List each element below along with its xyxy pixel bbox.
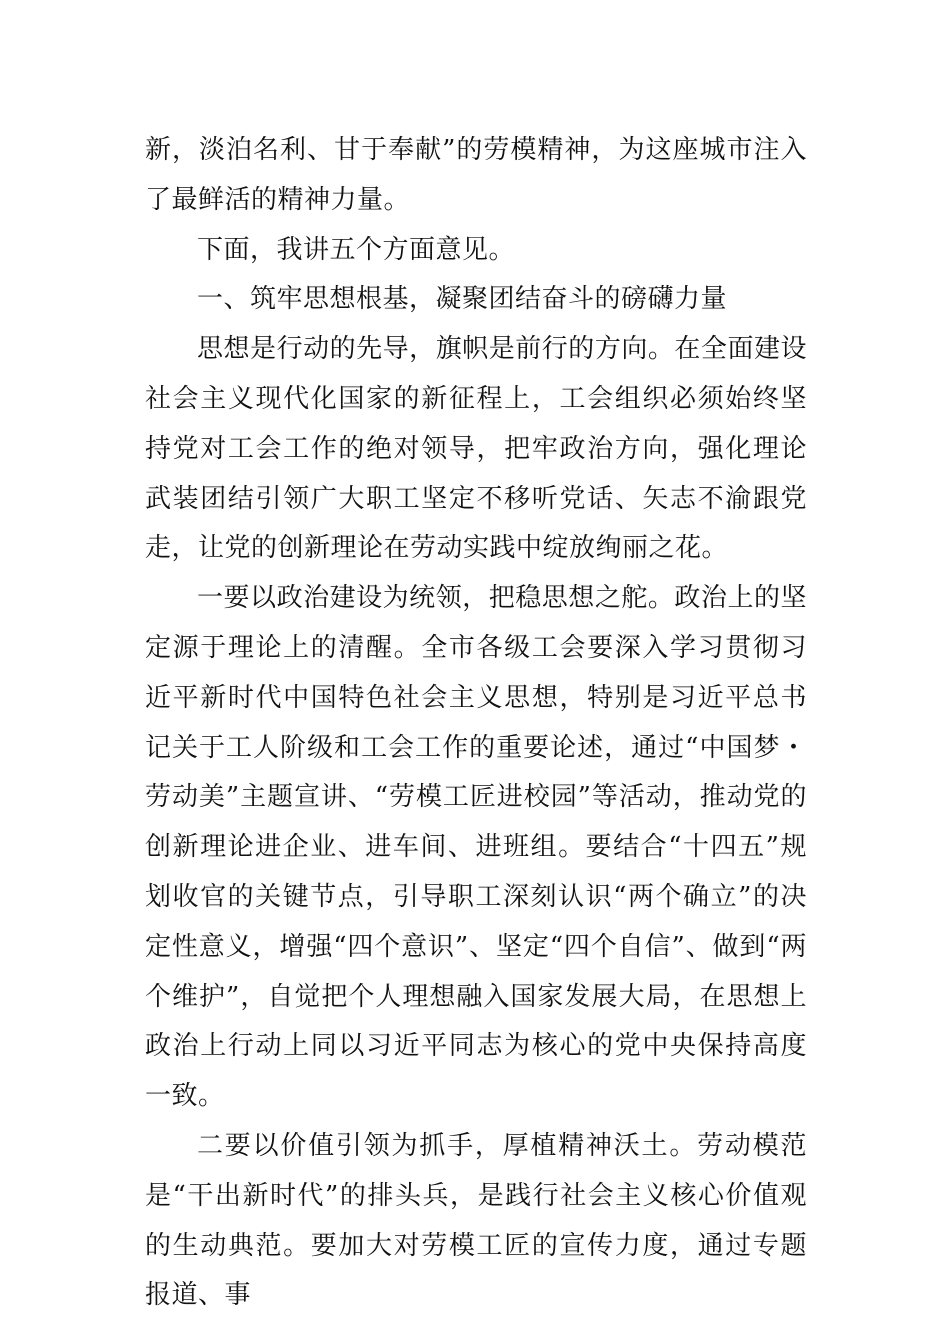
document-body (145, 126, 807, 1321)
paragraph-body: 思想是行动的先导，旗帜是前行的方向。在全面建设社会主义现代化国家的新征程上，工会组织必须始终坚持党对工会工作的绝对领导，把牢政治方向，强化理论武装团结引领广大职工坚定不移听党话、矢志不渝跟党走，让党的创新理论在劳动实践中绽放绚丽之花。 (145, 334, 807, 564)
paragraph-intro: 下面，我讲五个方面意见。 (197, 234, 516, 265)
paragraph-body: 一要以政治建设为统领，把稳思想之舵。政治上的坚定源于理论上的清醒。全市各级工会要深入学习贯彻习近平新时代中国特色社会主义思想，特别是习近平总书记关于工人阶级和工会工作的重要论述，通过“中国梦・劳动美”主题宣讲、“劳模工匠进校园”等活动，推动党的创新理论进企业、进车间、进班组。要结合“十四五”规划收官的关键节点，引导职工深刻认识“两个确立”的决定性意义，增强“四个意识”、坚定“四个自信”、做到“两个维护”，自觉把个人理想融入国家发展大局，在思想上政治上行动上同以习近平同志为核心的党中央保持高度一致。 (145, 583, 807, 1112)
section-heading: 一、筑牢思想根基，凝聚团结奋斗的磅礴力量 (197, 284, 728, 315)
paragraph-body: 二要以价值引领为抓手，厚植精神沃土。劳动模范是“干出新时代”的排头兵，是践行社会主义核心价值观的生动典范。要加大对劳模工匠的宣传力度，通过专题报道、事 (145, 1130, 807, 1311)
paragraph-continuation: 新，淡泊名利、甘于奉献”的劳模精神，为这座城市注入了最鲜活的精神力量。 (145, 135, 807, 215)
